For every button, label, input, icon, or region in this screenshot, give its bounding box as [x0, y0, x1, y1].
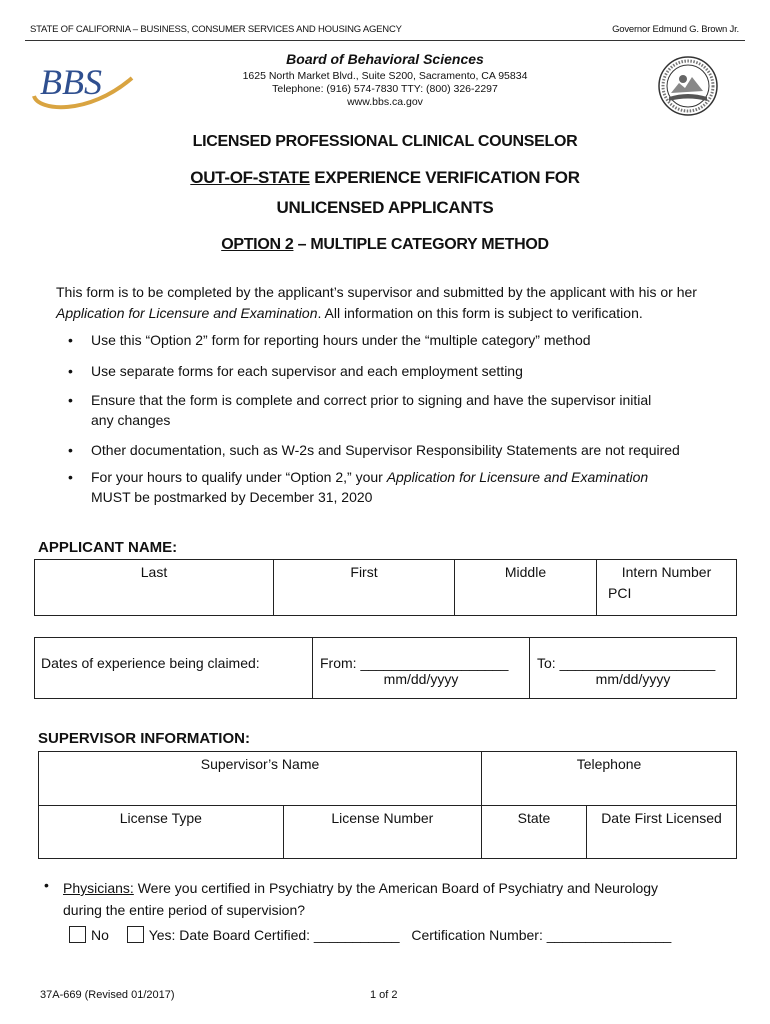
intern-number-label: Intern Number [621, 564, 712, 580]
option-rest: – MULTIPLE CATEGORY METHOD [293, 236, 549, 253]
dates-label: Dates of experience being claimed: [41, 655, 260, 671]
list-item: • Use this “Option 2” form for reporting hours under the “multiple category” method [68, 332, 591, 348]
form-title-line2: UNLICENSED APPLICANTS [276, 198, 494, 217]
bullet-text: For your hours to qualify under “Option 2,” your [91, 469, 387, 485]
first-name-label: First [350, 564, 378, 580]
governor-header: Governor Edmund G. Brown Jr. [612, 24, 739, 35]
form-title-line1 [0, 168, 770, 188]
to-date-field[interactable] [530, 638, 737, 699]
list-item: • For your hours to qualify under “Option 2,” your Application for Licensure and Examination MUST be postmarked by December 31, 2020 [68, 469, 649, 505]
board-telephone: Telephone: (916) 574-7830 TTY: (800) 326-2297 [272, 83, 498, 95]
bullet-text: Other documentation, such as W-2s and Supervisor Responsibility Statements are not required [91, 442, 680, 458]
state-field[interactable] [482, 806, 587, 859]
option-title [0, 236, 770, 254]
license-type-field[interactable] [39, 806, 284, 859]
supervisor-name-label: Supervisor’s Name [200, 756, 320, 772]
license-type-title: LICENSED PROFESSIONAL CLINICAL COUNSELOR [192, 133, 578, 150]
supervisor-name-field[interactable] [39, 752, 482, 806]
applicant-heading: APPLICANT NAME: [38, 539, 178, 556]
first-name-field[interactable] [274, 560, 455, 616]
form-number: 37A-669 (Revised 01/2017) [40, 989, 175, 1001]
no-checkbox[interactable] [69, 926, 86, 943]
last-name-field[interactable] [35, 560, 274, 616]
intro-text-italic: Application for Licensure and Examination [56, 305, 318, 321]
intro-paragraph [56, 282, 726, 324]
no-label: No [91, 927, 109, 943]
to-date-label: To: ____________________ [537, 655, 716, 671]
state-label: State [517, 810, 551, 826]
from-date-label: From: ___________________ [320, 655, 509, 671]
date-first-licensed-label: Date First Licensed [601, 810, 722, 826]
certification-number-field[interactable]: Certification Number: ________________ [411, 927, 672, 943]
physicians-answer-row [69, 926, 671, 943]
physicians-bullet: • [44, 877, 49, 893]
form-title-underlined: OUT-OF-STATE [190, 168, 310, 187]
physicians-question-line1: Were you certified in Psychiatry by the American Board of Psychiatry and Neurology [133, 880, 659, 896]
list-item: • Other documentation, such as W-2s and Supervisor Responsibility Statements are not required [68, 442, 680, 458]
last-name-label: Last [140, 564, 168, 580]
page-number: 1 of 2 [370, 989, 398, 1001]
date-first-licensed-field[interactable] [587, 806, 737, 859]
list-item: • Use separate forms for each supervisor and each employment setting [68, 363, 523, 379]
physicians-question-line2: during the entire period of supervision? [63, 902, 306, 918]
supervisor-telephone-label: Telephone [576, 756, 642, 772]
logo-text: BBS [40, 62, 102, 102]
physicians-label: Physicians: [63, 880, 134, 896]
intern-number-field[interactable] [597, 560, 737, 616]
bullet-italic: Application for Licensure and Examination [386, 469, 649, 485]
from-date-field[interactable] [313, 638, 530, 699]
yes-checkbox[interactable] [127, 926, 144, 943]
bullet-text-cont: any changes [91, 412, 171, 428]
supervisor-heading: SUPERVISOR INFORMATION: [38, 730, 250, 747]
agency-header: STATE OF CALIFORNIA – BUSINESS, CONSUMER SERVICES AND HOUSING AGENCY [30, 24, 402, 35]
board-address: 1625 North Market Blvd., Suite S200, Sacramento, CA 95834 [242, 70, 528, 82]
intro-text-before: This form is to be completed by the applicant’s supervisor and submitted by the applicant with his or her [56, 284, 697, 300]
bullet-text: Ensure that the form is complete and correct prior to signing and have the supervisor initial [91, 392, 652, 408]
license-number-field[interactable] [283, 806, 481, 859]
bullet-text: Use this “Option 2” form for reporting hours under the “multiple category” method [91, 332, 591, 348]
dates-label-cell [35, 638, 313, 699]
board-name: Board of Behavioral Sciences [286, 51, 484, 67]
pci-prefix: PCI [608, 585, 632, 601]
intro-text-after: . All information on this form is subject to verification. [317, 305, 643, 321]
license-type-label: License Type [119, 810, 202, 826]
board-website[interactable]: www.bbs.ca.gov [347, 96, 423, 108]
bullet-text: Use separate forms for each supervisor and each employment setting [91, 363, 523, 379]
middle-name-label: Middle [504, 564, 547, 580]
from-date-format: mm/dd/yyyy [383, 671, 459, 687]
header-divider [25, 40, 745, 41]
list-item: • Ensure that the form is complete and correct prior to signing and have the supervisor initial any changes [68, 392, 652, 428]
supervisor-table [38, 751, 737, 859]
form-title-rest: EXPERIENCE VERIFICATION FOR [309, 168, 580, 187]
license-number-label: License Number [331, 810, 434, 826]
physicians-question [63, 877, 743, 921]
dates-table [34, 637, 737, 699]
to-date-format: mm/dd/yyyy [595, 671, 671, 687]
supervisor-telephone-field[interactable] [482, 752, 737, 806]
middle-name-field[interactable] [455, 560, 597, 616]
bullet-text-cont: MUST be postmarked by December 31, 2020 [91, 489, 373, 505]
applicant-name-table [34, 559, 737, 616]
option-underlined: OPTION 2 [221, 236, 294, 253]
yes-date-certified[interactable]: Yes: Date Board Certified: ___________ [148, 927, 400, 943]
